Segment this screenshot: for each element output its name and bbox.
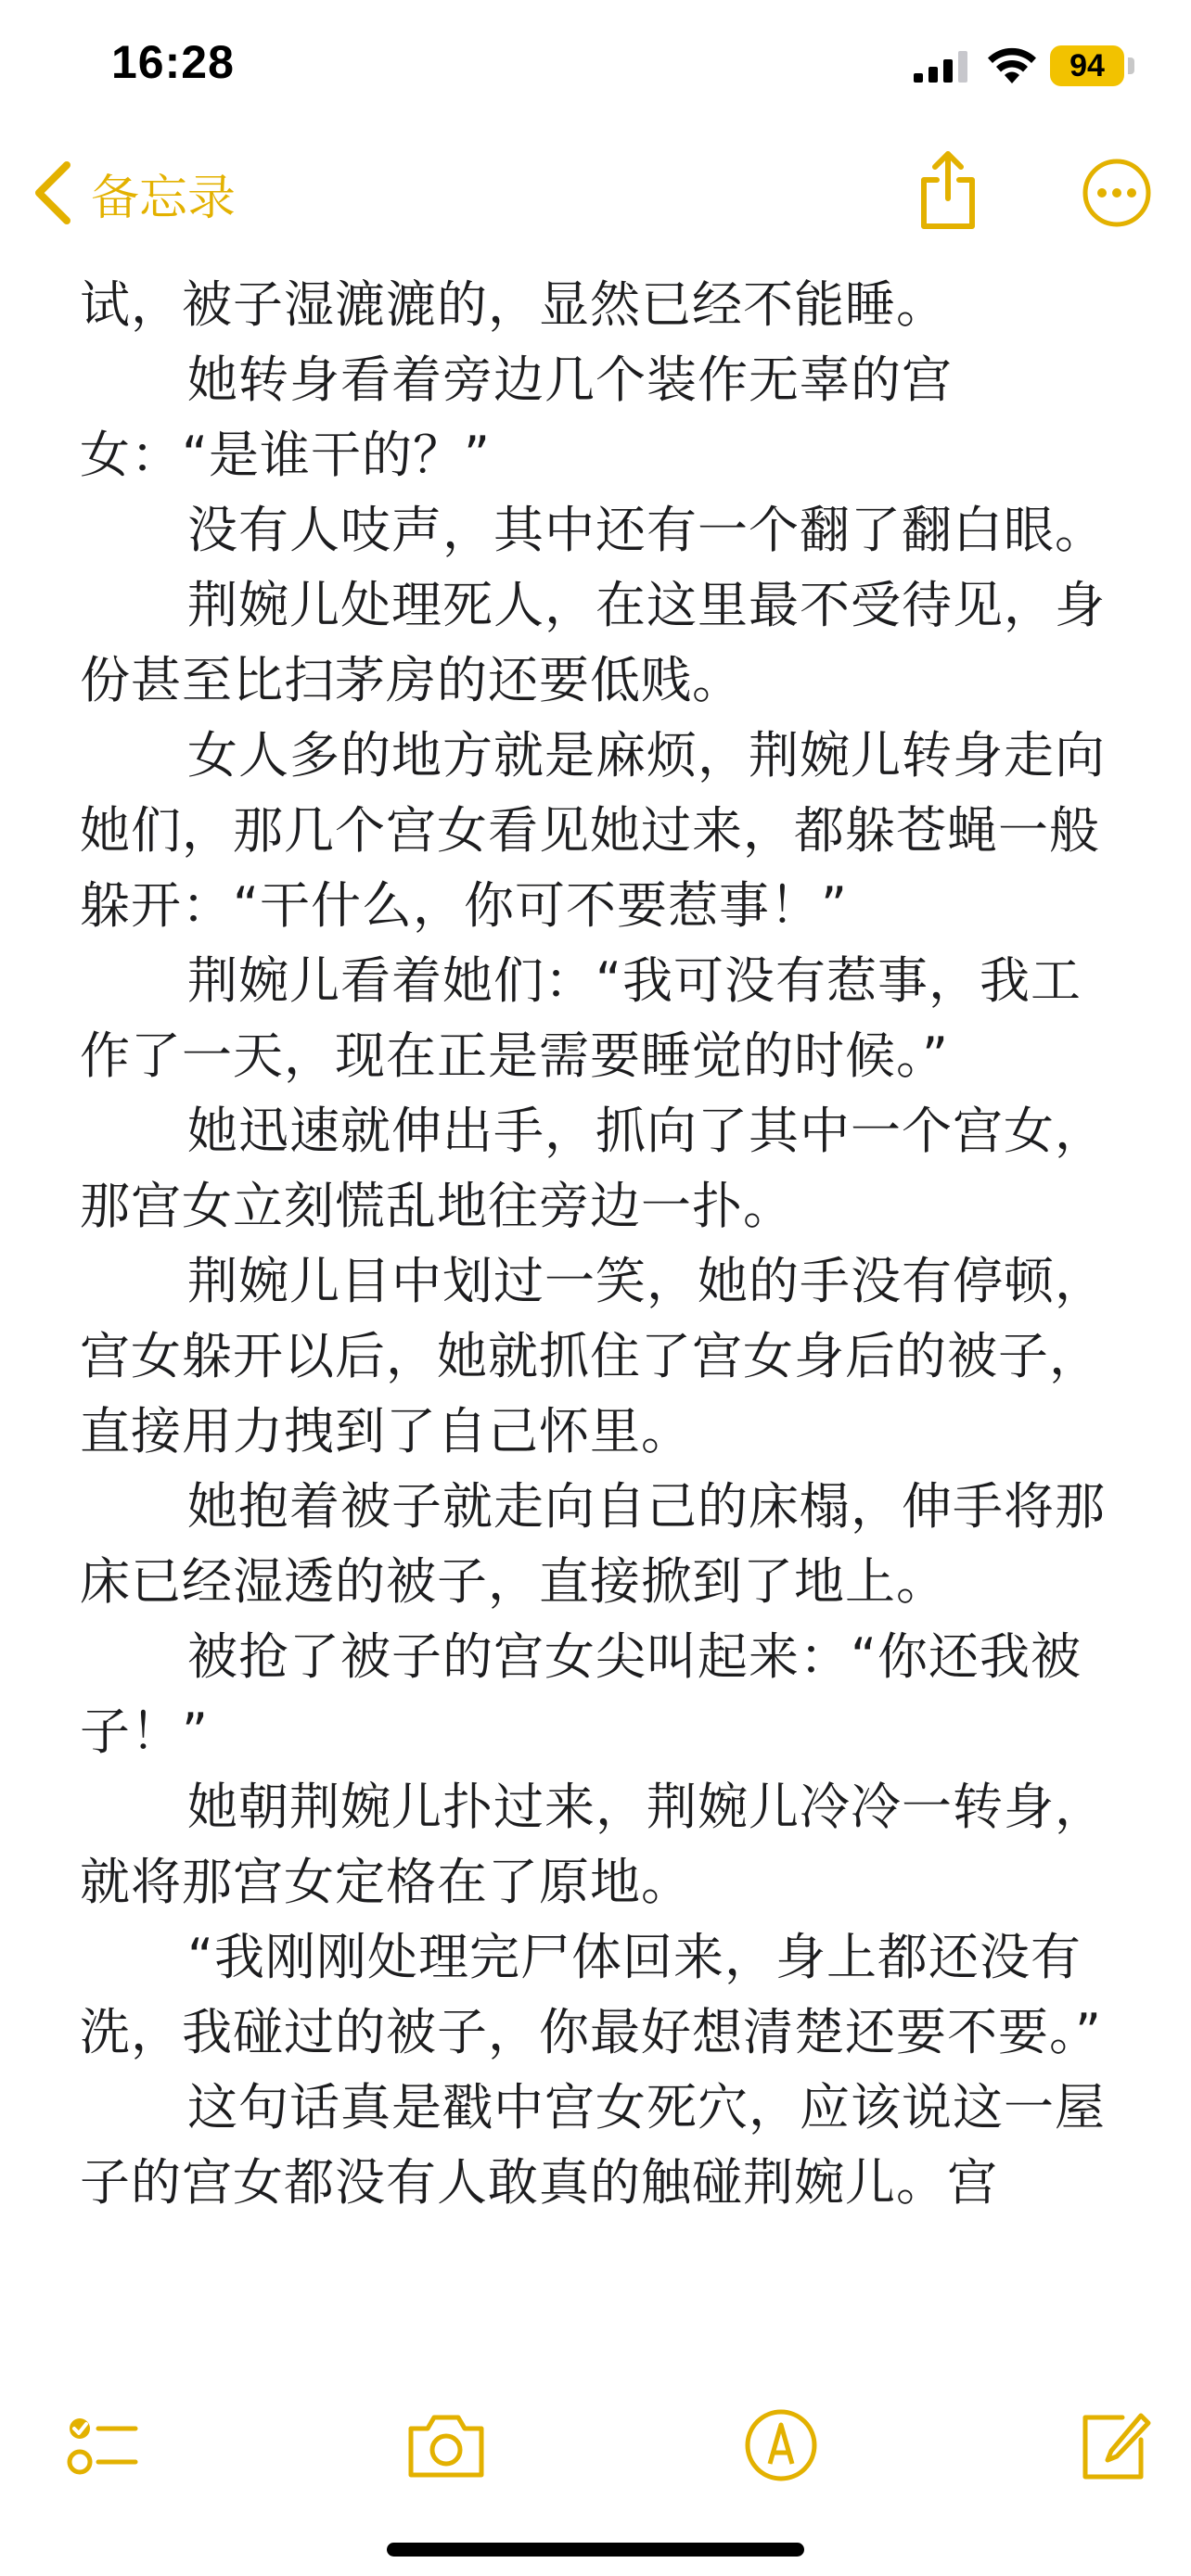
note-paragraph: 她迅速就伸出手，抓向了其中一个宫女，那宫女立刻慌乱地往旁边一扑。	[80, 1102, 1106, 1235]
home-indicator	[387, 2543, 804, 2557]
nav-bar	[0, 139, 1191, 255]
note-paragraph: 她朝荆婉儿扑过来，荆婉儿冷冷一转身，就将那宫女定格在了原地。	[80, 1778, 1106, 1911]
note-paragraph: 没有人吱声，其中还有一个翻了翻白眼。	[187, 501, 1106, 559]
note-paragraph: 她抱着被子就走向自己的床榻，伸手将那床已经湿透的被子，直接掀到了地上。	[80, 1477, 1106, 1611]
note-paragraph: 荆婉儿目中划过一笑，她的手没有停顿，宫女躲开以后，她就抓住了宫女身后的被子，直接用力拽到了自己怀里。	[80, 1252, 1106, 1460]
camera-icon[interactable]	[403, 2406, 489, 2484]
checklist-icon[interactable]	[61, 2406, 139, 2484]
status-time: 16:28	[111, 36, 235, 88]
more-icon[interactable]	[1082, 158, 1152, 228]
note-paragraph: 试，被子湿漉漉的，显然已经不能睡。	[80, 275, 947, 334]
note-body[interactable]	[80, 267, 1119, 2391]
note-paragraph: “我刚刚处理完尸体回来，身上都还没有洗，我碰过的被子，你最好想清楚还要不要。”	[80, 1928, 1102, 2061]
status-bar	[0, 0, 1191, 139]
back-label: 备忘录	[91, 170, 237, 226]
note-paragraph: 荆婉儿处理死人，在这里最不受待见，身份甚至比扫茅房的还要低贱。	[80, 576, 1106, 709]
note-paragraph: 这句话真是戳中宫女死穴，应该说这一屋子的宫女都没有人敢真的触碰荆婉儿。宫	[80, 2078, 1106, 2212]
bottom-toolbar	[0, 2406, 1191, 2508]
markup-icon[interactable]	[742, 2406, 820, 2484]
battery-level: 94	[1069, 48, 1105, 83]
note-paragraph: 荆婉儿看着她们：“我可没有惹事，我工作了一天，现在正是需要睡觉的时候。”	[80, 951, 1082, 1085]
cellular-signal-icon	[914, 51, 969, 83]
battery-tip	[1128, 57, 1134, 74]
note-paragraph: 女人多的地方就是麻烦，荆婉儿转身走向她们，那几个宫女看见她过来，都躲苍蝇一般躲开：“干什么，你可不要惹事！”	[80, 726, 1106, 935]
back-button[interactable]	[32, 156, 236, 230]
battery-icon	[1050, 45, 1124, 86]
chevron-left-icon	[32, 159, 74, 226]
compose-icon[interactable]	[1074, 2406, 1152, 2484]
note-paragraph: 她转身看着旁边几个装作无辜的宫女：“是谁干的？”	[80, 351, 953, 484]
wifi-icon	[986, 46, 1038, 85]
note-paragraph: 被抢了被子的宫女尖叫起来：“你还我被子！”	[80, 1627, 1082, 1761]
share-icon[interactable]	[915, 148, 981, 232]
